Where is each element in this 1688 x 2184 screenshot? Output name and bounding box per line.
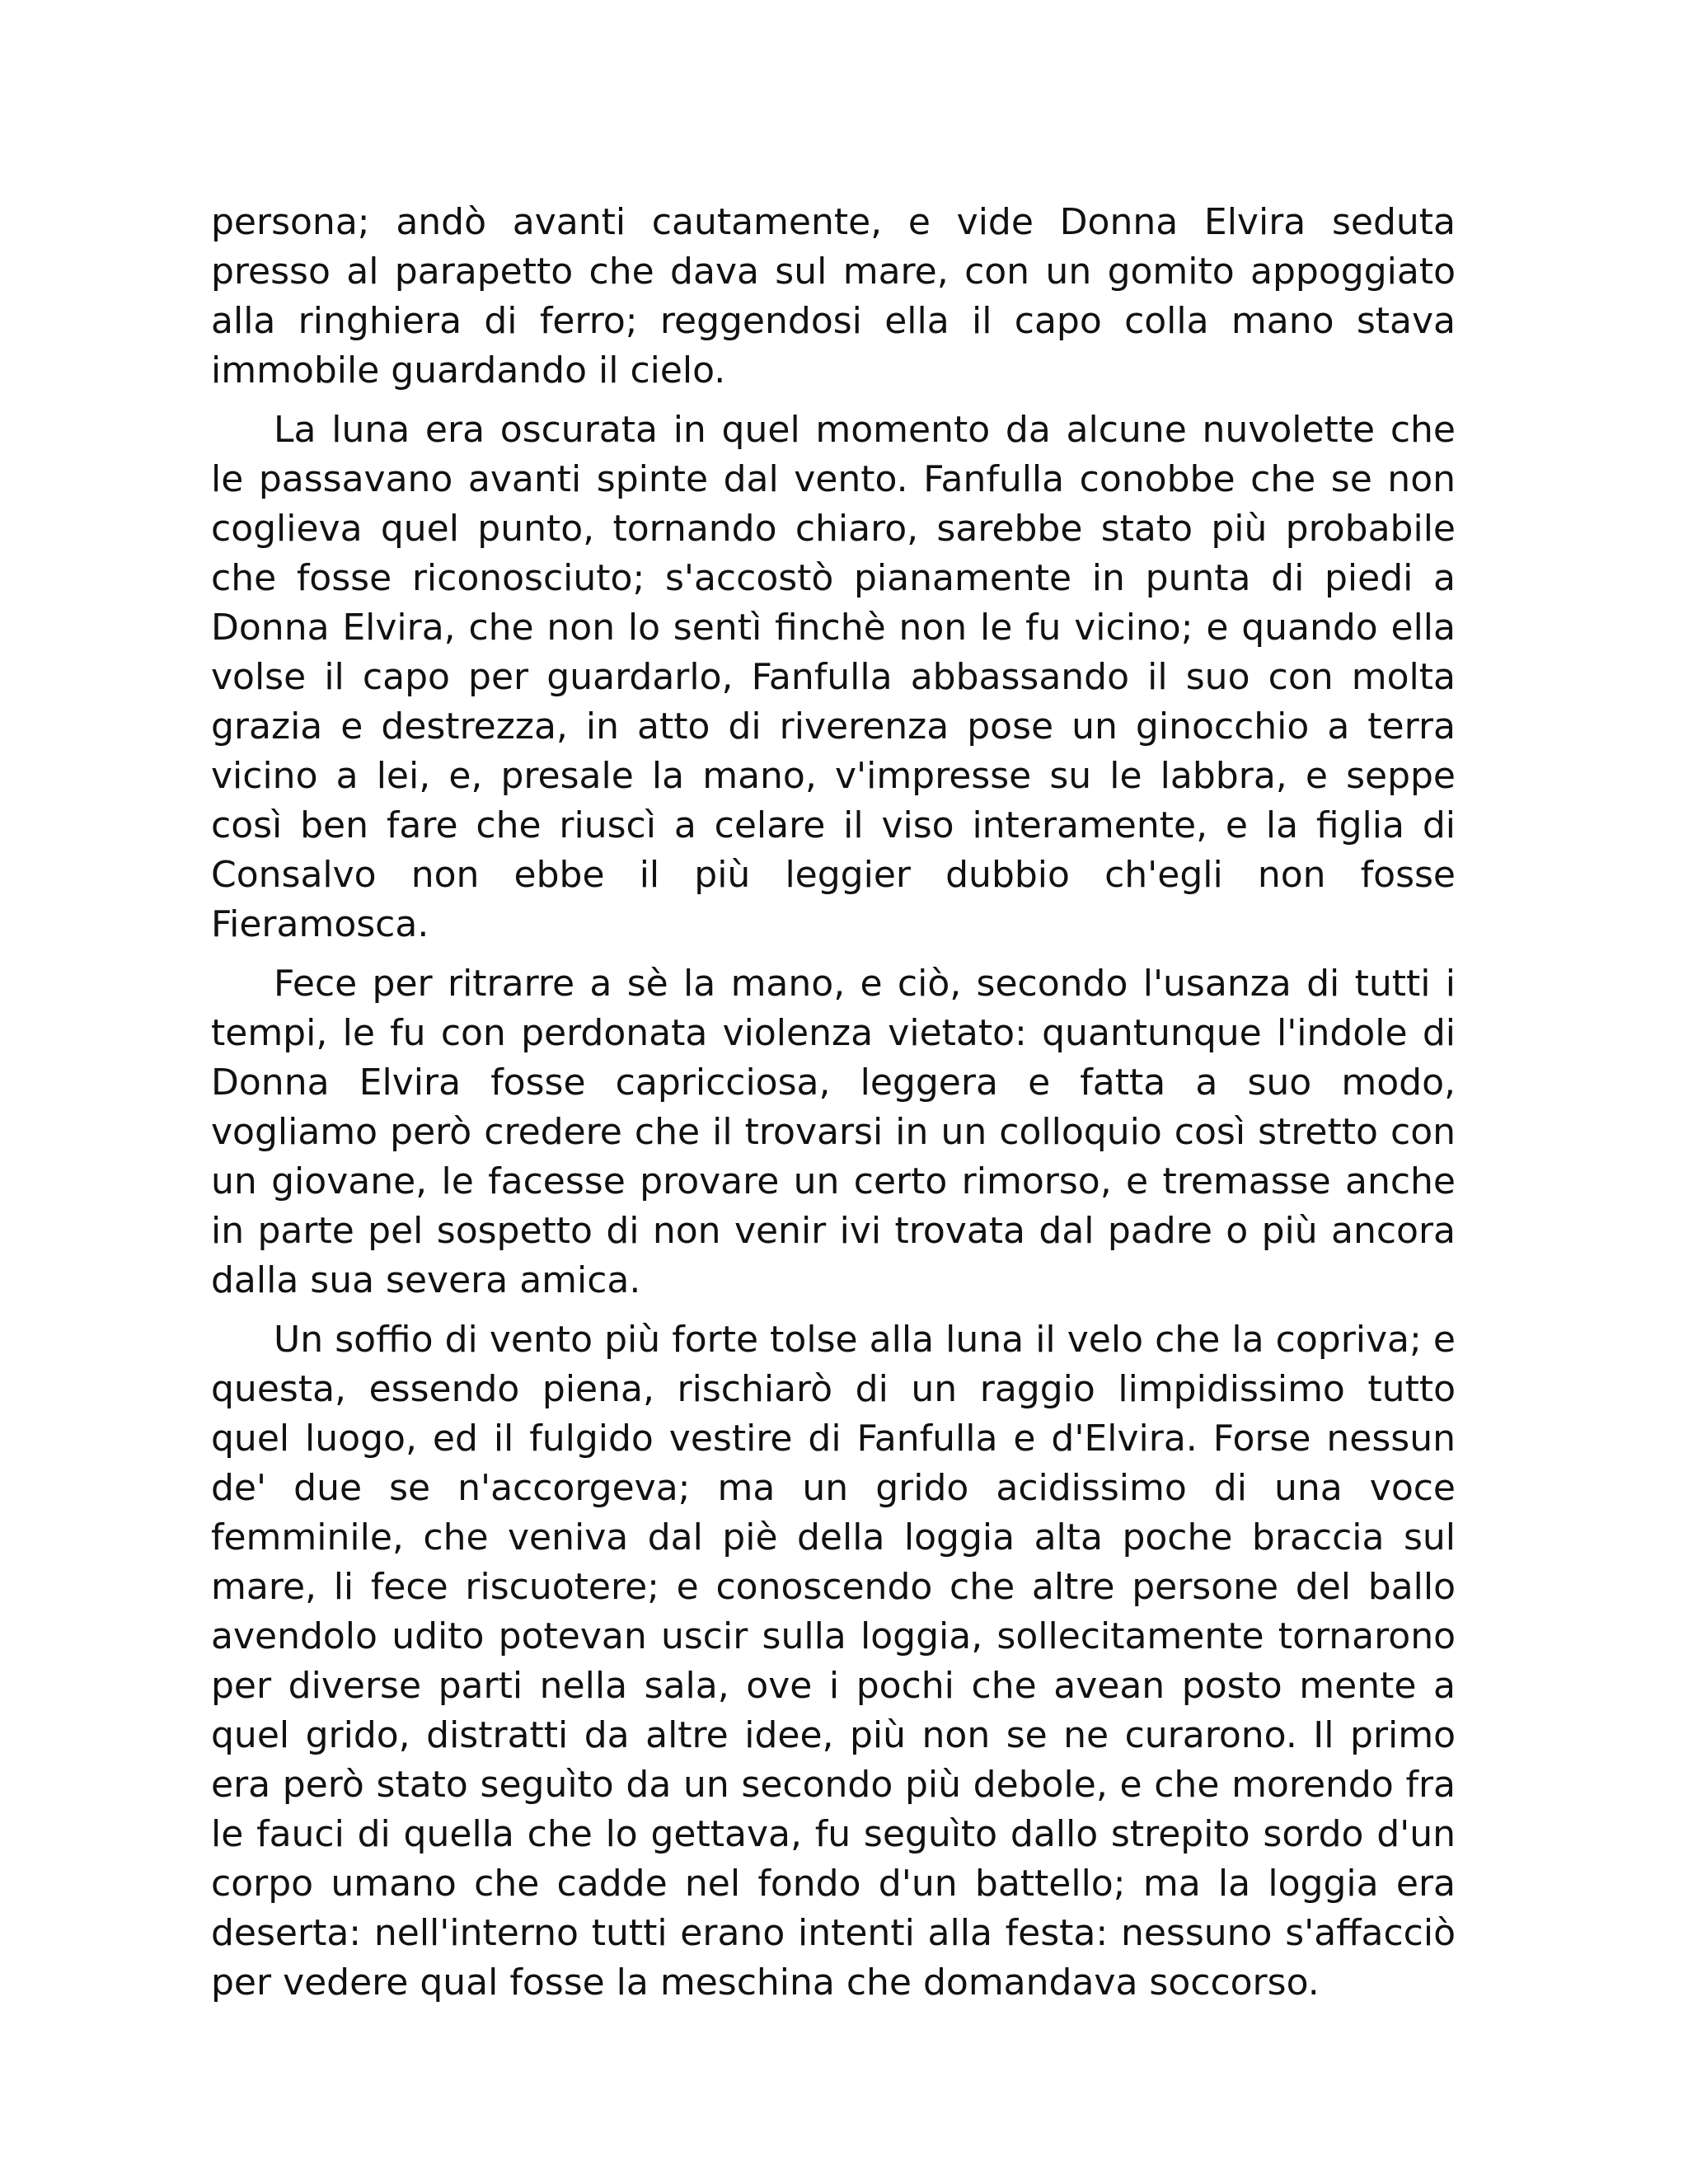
paragraph-wind-cry: Un soffio di vento più forte tolse alla luna il velo che la copriva; e questa, essendo piena, rischiarò di un raggio limpidissimo tutto quel luogo, ed il fulgido vestire di Fanfulla e d'Elvira. Forse nessun de' due se n'accorgeva; ma un grido acidissimo di una voce femminile, che veniva dal piè della loggia alta poche braccia sul mare, li fece riscuotere; e conoscendo che altre persone del ballo avendolo udito potevan uscir sulla loggia, sollecitamente tornarono per diverse parti nella sala, ove i pochi che avean posto mente a quel grido, distratti da altre idee, più non se ne curarono. Il primo era però stato seguìto da un secondo più debole, e che morendo fra le fauci di quella che lo gettava, fu seguìto dallo strepito sordo d'un corpo umano che cadde nel fondo d'un battello; ma la loggia era deserta: nell'interno tutti erano intenti alla festa: nessuno s'affacciò per vedere qual fosse la meschina che domandava soccorso. (211, 1319, 1456, 2004)
paragraph-continuation: persona; andò avanti cautamente, e vide Donna Elvira seduta presso al parapetto che dava sul mare, con un gomito appoggiato alla ringhiera di ferro; reggendosi ella il capo colla mano stava immobile guardando il cielo. (211, 201, 1456, 391)
paragraph-moon-clouds: La luna era oscurata in quel momento da alcune nuvolette che le passavano avanti spinte dal vento. Fanfulla conobbe che se non coglieva quel punto, tornando chiaro, sarebbe stato più probabile che fosse riconosciuto; s'accostò pianamente in punta di piedi a Donna Elvira, che non lo sentì finchè non le fu vicino; e quando ella volse il capo per guardarlo, Fanfulla abbassando il suo con molta grazia e destrezza, in atto di riverenza pose un ginocchio a terra vicino a lei, e, presale la mano, v'impresse su le labbra, e seppe così ben fare che riuscì a celare il viso interamente, e la figlia di Consalvo non ebbe il più leggier dubbio ch'egli non fosse Fieramosca. (211, 409, 1456, 945)
paragraph-hand: Fece per ritrarre a sè la mano, e ciò, secondo l'usanza di tutti i tempi, le fu con perdonata violenza vietato: quantunque l'indole di Donna Elvira fosse capricciosa, leggera e fatta a suo modo, vogliamo però credere che il trovarsi in un colloquio così stretto con un giovane, le facesse provare un certo rimorso, e tremasse anche in parte pel sospetto di non venir ivi trovata dal padre o più ancora dalla sua severa amica. (211, 963, 1456, 1301)
document-page (211, 198, 1456, 2018)
